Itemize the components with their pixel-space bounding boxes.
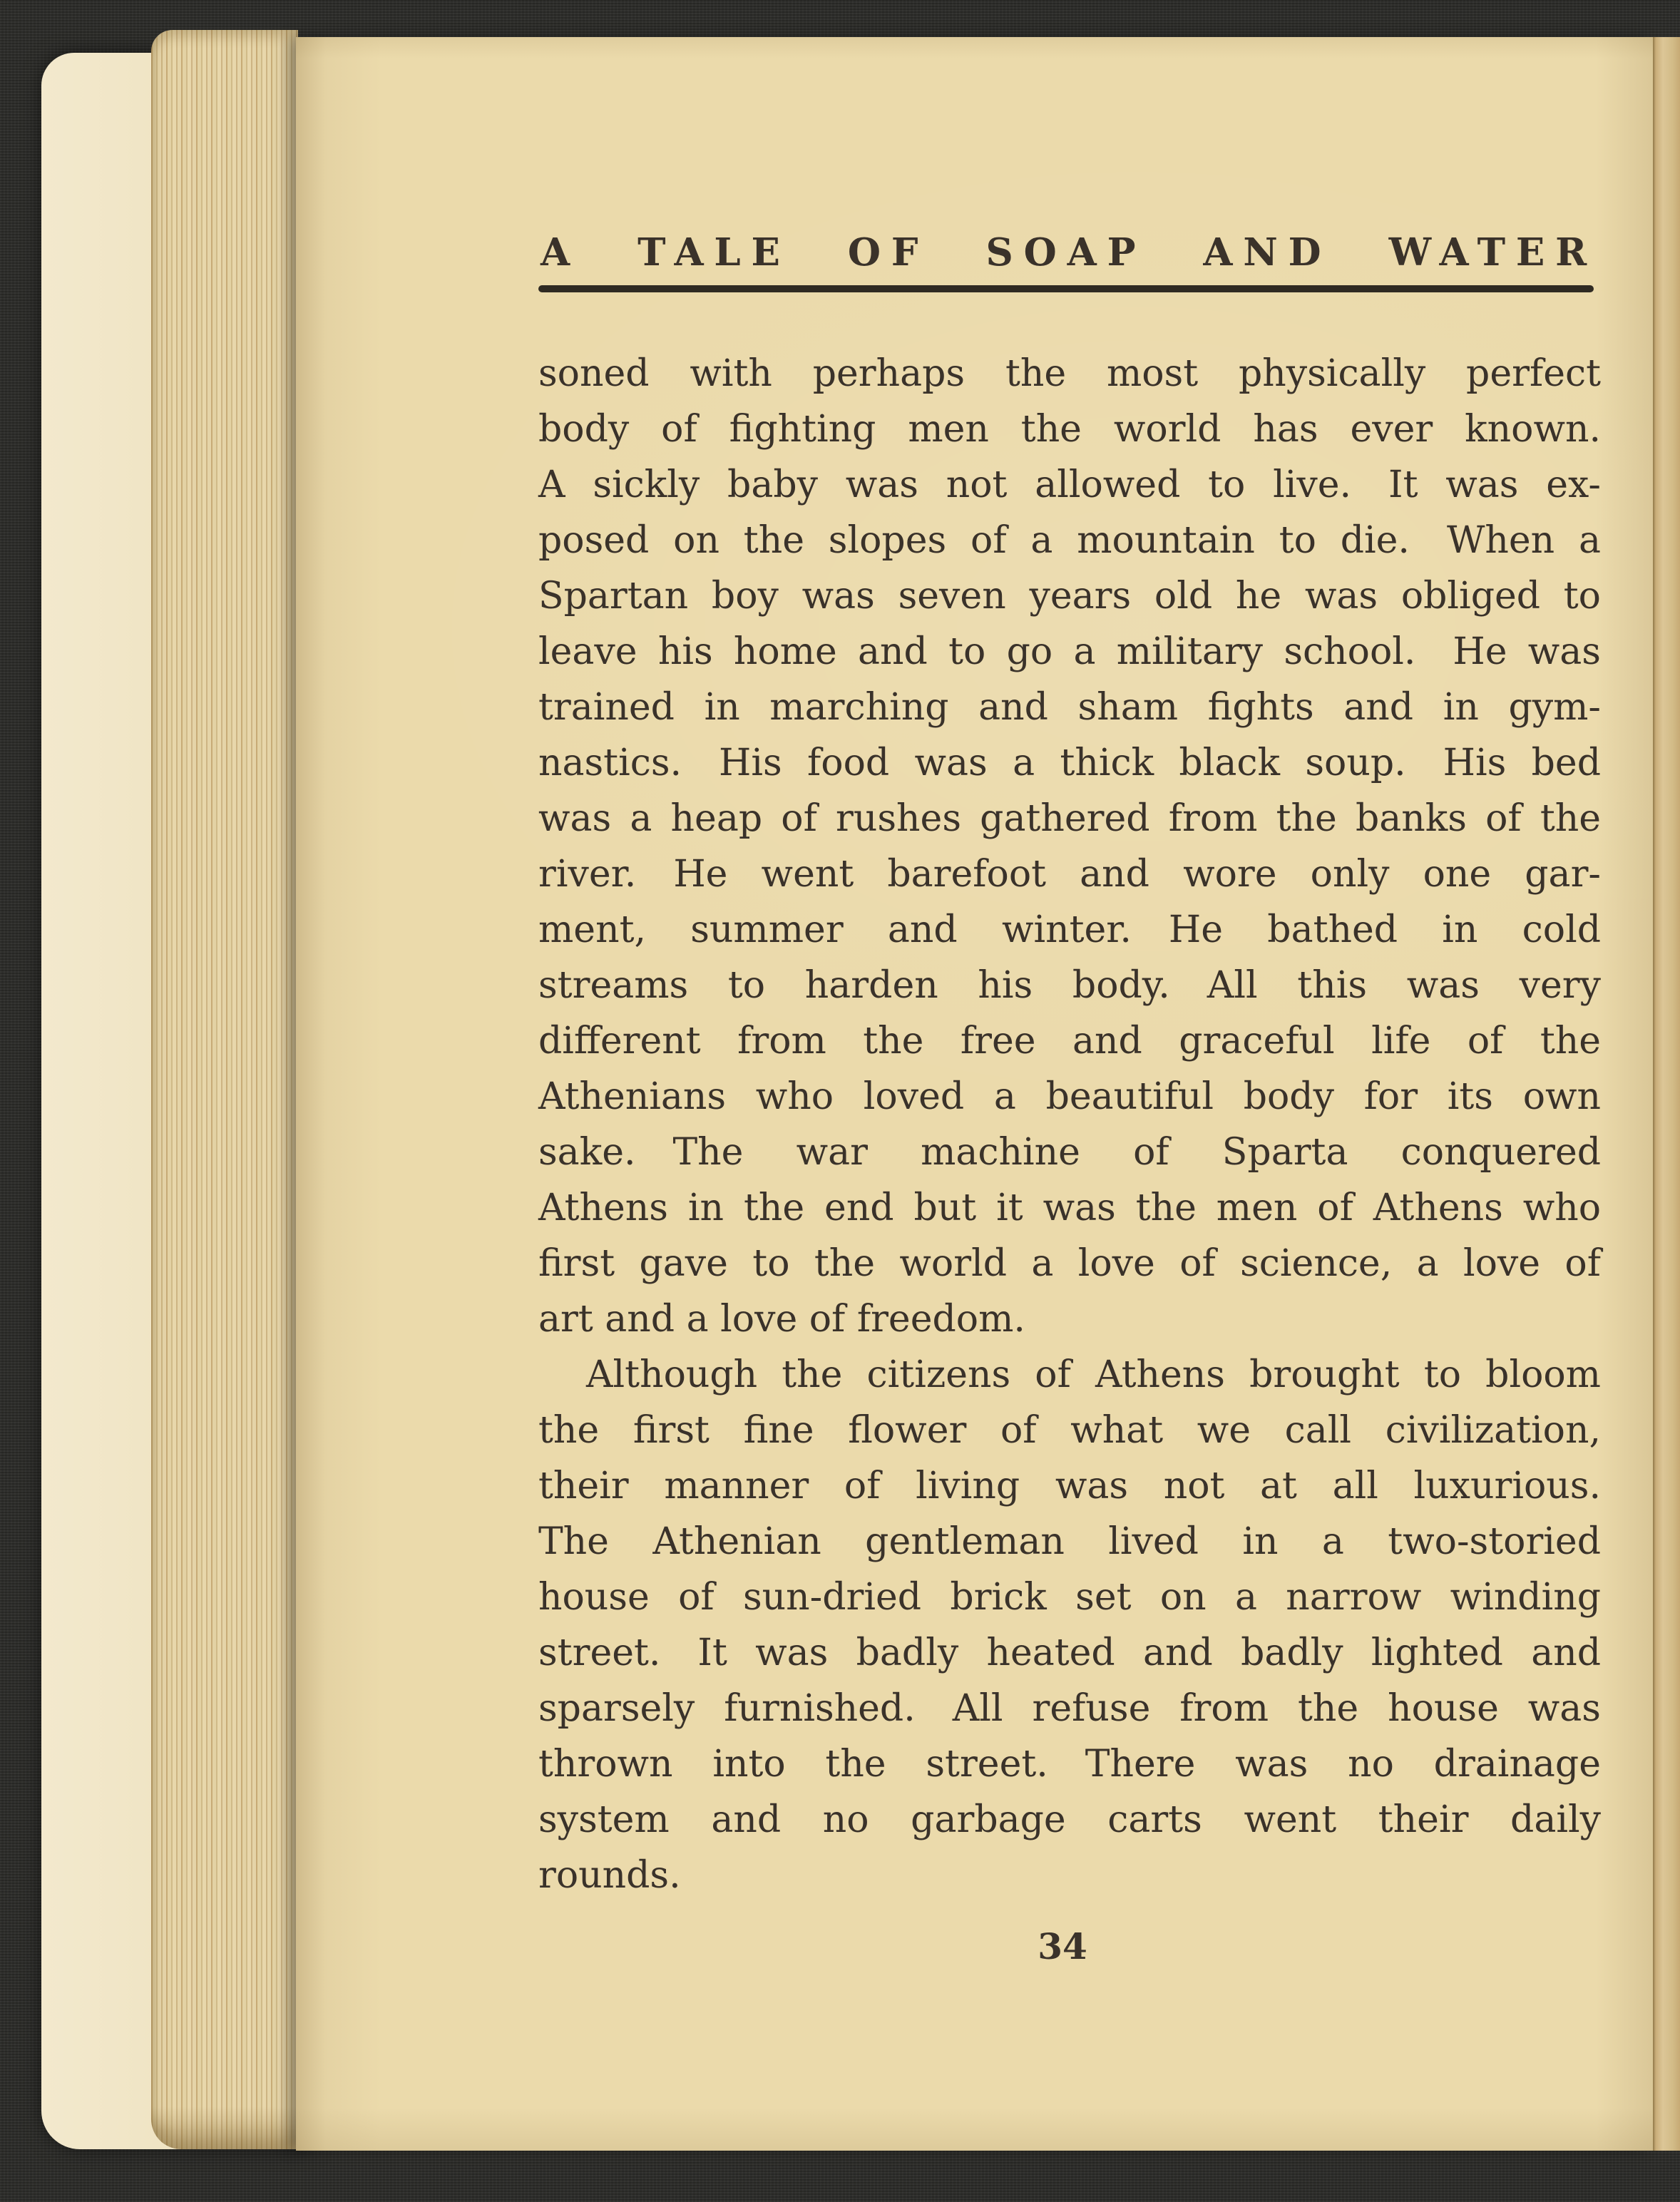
body-line: house of sun-dried brick set on a narrow winding [538, 1576, 1601, 1619]
body-line: posed on the slopes of a mountain to die. When a [538, 519, 1601, 562]
body-line: system and no garbage carts went their daily [538, 1798, 1601, 1841]
body-line: Although the citizens of Athens brought to bloom [586, 1353, 1601, 1396]
running-head-title: A TALE OF SOAP AND WATER [541, 230, 1597, 275]
body-line: art and a love of freedom. [538, 1298, 1025, 1341]
title-rule [538, 285, 1594, 292]
body-line: their manner of living was not at all luxurious. [538, 1465, 1601, 1507]
body-line: rounds. [538, 1854, 681, 1897]
body-line: sparsely furnished. All refuse from the house was [538, 1687, 1601, 1730]
page-edges-stack [151, 30, 298, 2149]
body-line: sake. The war machine of Sparta conquered [538, 1131, 1601, 1174]
page-number: 34 [1038, 1925, 1087, 1967]
body-line: streams to harden his body. All this was very [538, 964, 1601, 1007]
body-line: leave his home and to go a military school. He was [538, 630, 1601, 673]
body-line: nastics. His food was a thick black soup. His bed [538, 742, 1601, 784]
body-line: A sickly baby was not allowed to live. It was ex- [538, 464, 1601, 506]
body-line: body of fighting men the world has ever known. [538, 408, 1601, 451]
body-line: first gave to the world a love of science, a love of [538, 1242, 1601, 1285]
body-text [538, 346, 1601, 1903]
body-line: Spartan boy was seven years old he was obliged to [538, 575, 1601, 618]
body-line: was a heap of rushes gathered from the banks of the [538, 797, 1601, 840]
body-line: The Athenian gentleman lived in a two-storied [538, 1520, 1601, 1563]
body-line: street. It was badly heated and badly lighted and [538, 1632, 1601, 1674]
body-line: trained in marching and sham fights and in gym- [538, 686, 1601, 729]
body-line: ment, summer and winter. He bathed in cold [538, 908, 1601, 951]
body-line: different from the free and graceful life of the [538, 1020, 1601, 1062]
body-line: river. He went barefoot and wore only one gar- [538, 853, 1601, 896]
body-line: Athenians who loved a beautiful body for its own [538, 1075, 1601, 1118]
book-fore-edge [1653, 37, 1680, 2151]
body-line: the first fine flower of what we call civilization, [538, 1409, 1601, 1452]
book-page [296, 37, 1653, 2151]
body-line: soned with perhaps the most physically perfect [538, 352, 1601, 395]
body-line: Athens in the end but it was the men of Athens who [538, 1187, 1601, 1229]
body-line: thrown into the street. There was no drainage [538, 1743, 1601, 1786]
